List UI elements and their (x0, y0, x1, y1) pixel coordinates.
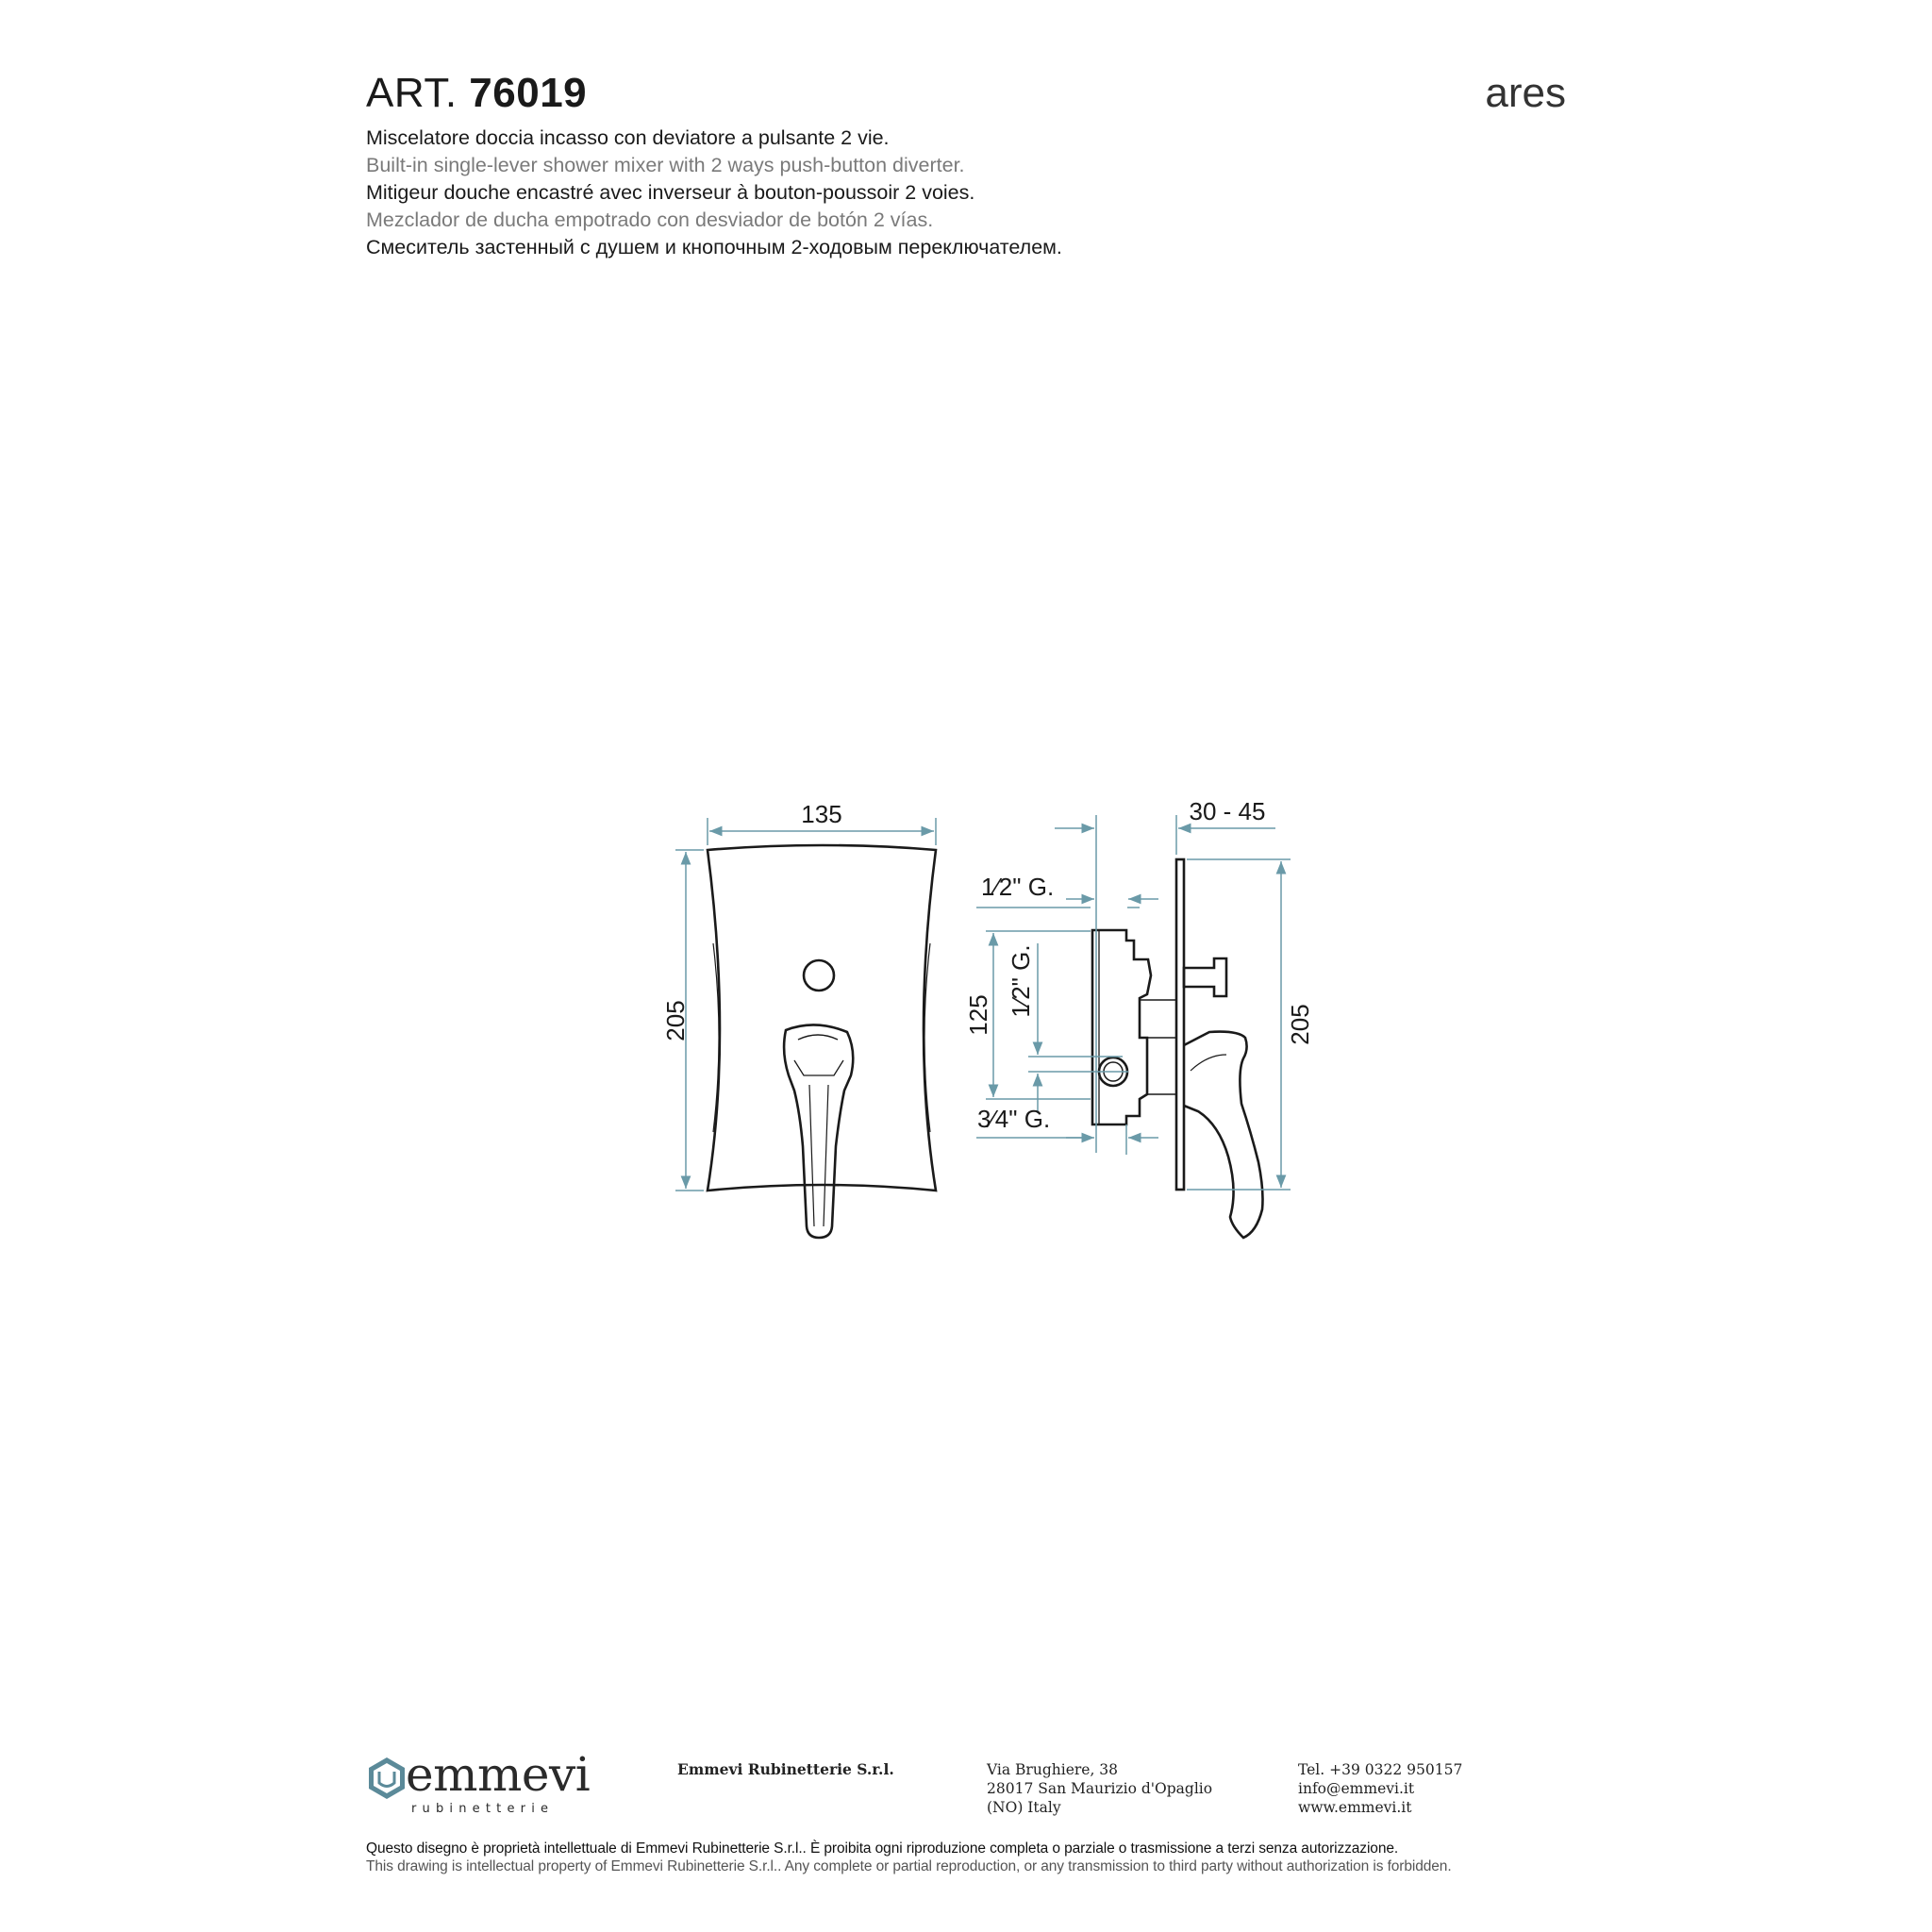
front-handle (784, 1024, 853, 1238)
front-view (708, 845, 936, 1238)
emmevi-logo-mark (369, 1757, 405, 1799)
legal-notice-en: This drawing is intellectual property of Emmevi Rubinetterie S.r.l.. Any complete or partial reproduction, or any transmission to third party without authorization is forbidden. (366, 1858, 1452, 1874)
side-height-label: 205 (1286, 1004, 1314, 1045)
description-it: Miscelatore doccia incasso con deviatore a pulsante 2 vie. (366, 126, 890, 149)
side-handle (1184, 1032, 1263, 1238)
company-contact (1298, 1760, 1462, 1817)
side-depth-label: 30 - 45 (1189, 797, 1266, 825)
valve-body (1092, 930, 1151, 1124)
inlet-spacing-label: 125 (964, 994, 992, 1036)
article-code: 76019 (469, 70, 588, 116)
description-en: Built-in single-lever shower mixer with 2 ways push-button diverter. (366, 154, 965, 176)
logo-subtitle: rubinetterie (411, 1802, 555, 1816)
description-fr: Mitigeur douche encastré avec inverseur à bouton-poussoir 2 voies. (366, 181, 975, 204)
legal-notice-it: Questo disegno è proprietà intellettuale di Emmevi Rubinetterie S.r.l.. È proibita ogni riproduzione completa o parziale o trasmissione a terzi senza autorizzazione. (366, 1840, 1399, 1857)
diverter-button (804, 960, 834, 991)
description-ru: Смеситель застенный с душем и кнопочным 2-ходовым переключателем. (366, 236, 1062, 258)
push-button (1184, 958, 1226, 996)
front-width-label: 135 (801, 800, 842, 828)
bottom-connection-label: 3⁄4" G. (977, 1105, 1051, 1133)
side-connection-label: 1⁄2" G. (1007, 944, 1035, 1018)
company-address (987, 1760, 1212, 1817)
phone: Tel. +39 0322 950157 (1298, 1761, 1463, 1778)
wall-plate (1176, 859, 1184, 1190)
article-prefix: ART. (366, 70, 458, 116)
side-view (1092, 859, 1263, 1238)
logo-wordmark: emmevi (406, 1747, 591, 1802)
product-line: ares (1485, 70, 1566, 116)
address-line: Via Brughiere, 38 (987, 1761, 1119, 1778)
description-es: Mezclador de ducha empotrado con desviador de botón 2 vías. (366, 208, 934, 231)
front-plate (708, 845, 936, 1191)
company-name: Emmevi Rubinetterie S.r.l. (677, 1760, 894, 1778)
address-line: (NO) Italy (987, 1799, 1061, 1816)
front-height-label: 205 (661, 1000, 690, 1041)
website-link[interactable]: www.emmevi.it (1298, 1799, 1412, 1816)
address-line: 28017 San Maurizio d'Opaglio (987, 1780, 1213, 1797)
email-link[interactable]: info@emmevi.it (1298, 1780, 1415, 1797)
top-connection-label: 1⁄2" G. (981, 873, 1055, 901)
